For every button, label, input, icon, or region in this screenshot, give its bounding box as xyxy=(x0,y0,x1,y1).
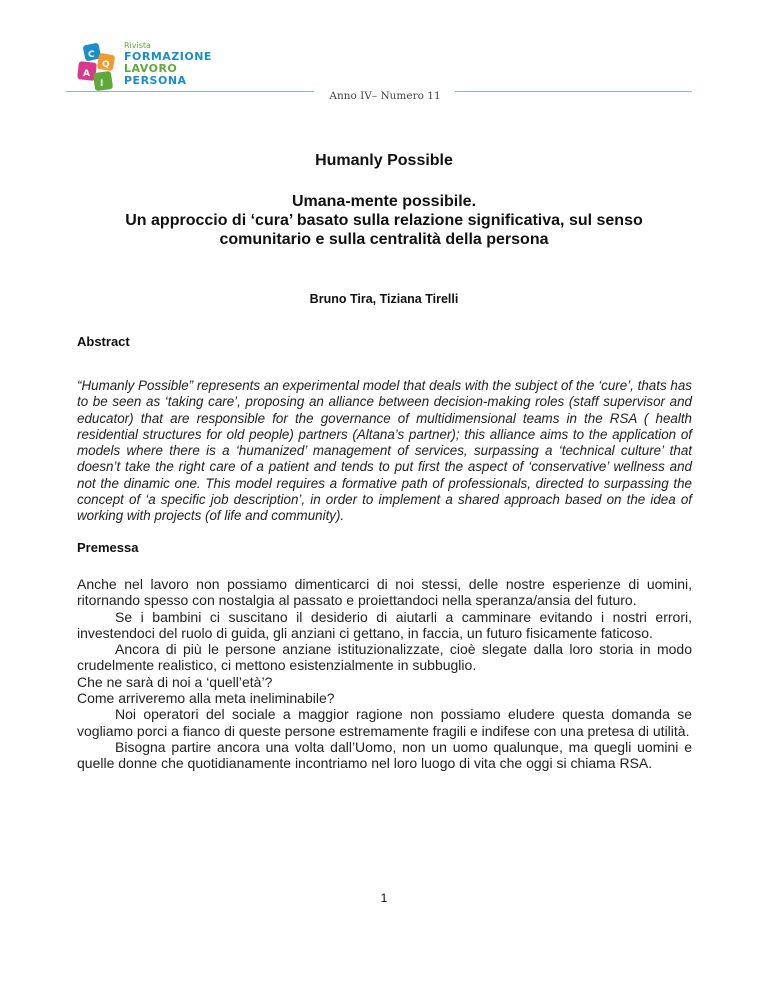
logo-letter: Q xyxy=(102,60,110,70)
article-authors: Bruno Tira, Tiziana Tirelli xyxy=(309,292,459,306)
paragraph: Che ne sarà di noi a ‘quell’età’? xyxy=(77,673,273,690)
abstract-heading: Abstract xyxy=(77,334,130,349)
subtitle-line: comunitario e sulla centralità della persona xyxy=(219,231,549,248)
paragraph: Come arriveremo alla meta ineliminabile? xyxy=(77,690,335,707)
paragraph: Ancora di più le persone anziane istituzionalizzate, cioè slegate dalla loro storia in modo crudelmente realistico, ci mettono esistenzialmente in subbuglio. xyxy=(77,641,692,674)
premessa-heading: Premessa xyxy=(77,540,139,555)
paragraph: Anche nel lavoro non possiamo dimenticarci di noi stessi, delle nostre esperienze di uomini, ritornando spesso con nostalgia al passato e proiettandoci nella speranza/ansia del futuro. xyxy=(77,576,692,609)
logo-line-formazione: FORMAZIONE xyxy=(124,50,212,63)
article-subtitle xyxy=(60,192,708,249)
logo-letter: C xyxy=(88,50,95,60)
header-divider xyxy=(66,91,314,92)
page-number: 1 xyxy=(380,891,388,905)
logo-letter: I xyxy=(100,79,104,89)
paragraph: Se i bambini ci suscitano il desiderio di aiutarli a camminare evitando i nostri errori, investendoci del ruolo di guida, gli anziani ci gettano, in faccia, un futuro fisicamente faticoso. xyxy=(77,608,692,641)
logo-letter: A xyxy=(83,69,90,79)
paragraph: Noi operatori del sociale a maggior ragione non possiamo eludere questa domanda se vogliamo porci a fianco di queste persone estremamente fragili e indifese con una pretesa di utilità. xyxy=(77,706,692,739)
logo-rivista: Rivista xyxy=(124,41,151,50)
subtitle-line: Umana-mente possibile. xyxy=(291,193,477,210)
abstract-text: “Humanly Possible” represents an experimental model that deals with the subject of the ‘cure’, thats has to be seen as ‘taking care’, proposing an alliance between decision-making roles (staff supervisor and educator) that are responsible for the governance of multidimensional teams in the RSA ( health residential structures for old people) partners (Altana’s partner); this alliance aims to the application of models where there is a ‘humanized’ management of services, surpassing a ‘technical culture’ that doesn’t take the right care of a patient and tends to put first the aspect of ‘conservative’ wellness and not the dinamic one. This model requires a formative path of professionals, directed to surpassing the concept of ‘a specific job description’, in order to implement a shared approach based on the idea of working with projects (of life and community). xyxy=(77,378,692,524)
premessa-body xyxy=(77,576,692,772)
logo-line-lavoro: LAVORO xyxy=(124,62,178,75)
logo-line-persona: PERSONA xyxy=(124,74,187,87)
article-title: Humanly Possible xyxy=(315,152,453,169)
logo-wordmark xyxy=(124,42,212,86)
subtitle-line: Un approccio di ‘cura’ basato sulla relazione significativa, sul senso xyxy=(125,212,643,229)
issue-label: Anno IV– Numero 11 xyxy=(329,90,441,102)
paragraph: Bisogna partire ancora una volta dall’Uomo, non un uomo qualunque, ma quegli uomini e quelle donne che quotidianamente incontriamo nel loro luogo di vita che oggi si chiama RSA. xyxy=(77,738,692,772)
header-divider xyxy=(455,91,692,92)
